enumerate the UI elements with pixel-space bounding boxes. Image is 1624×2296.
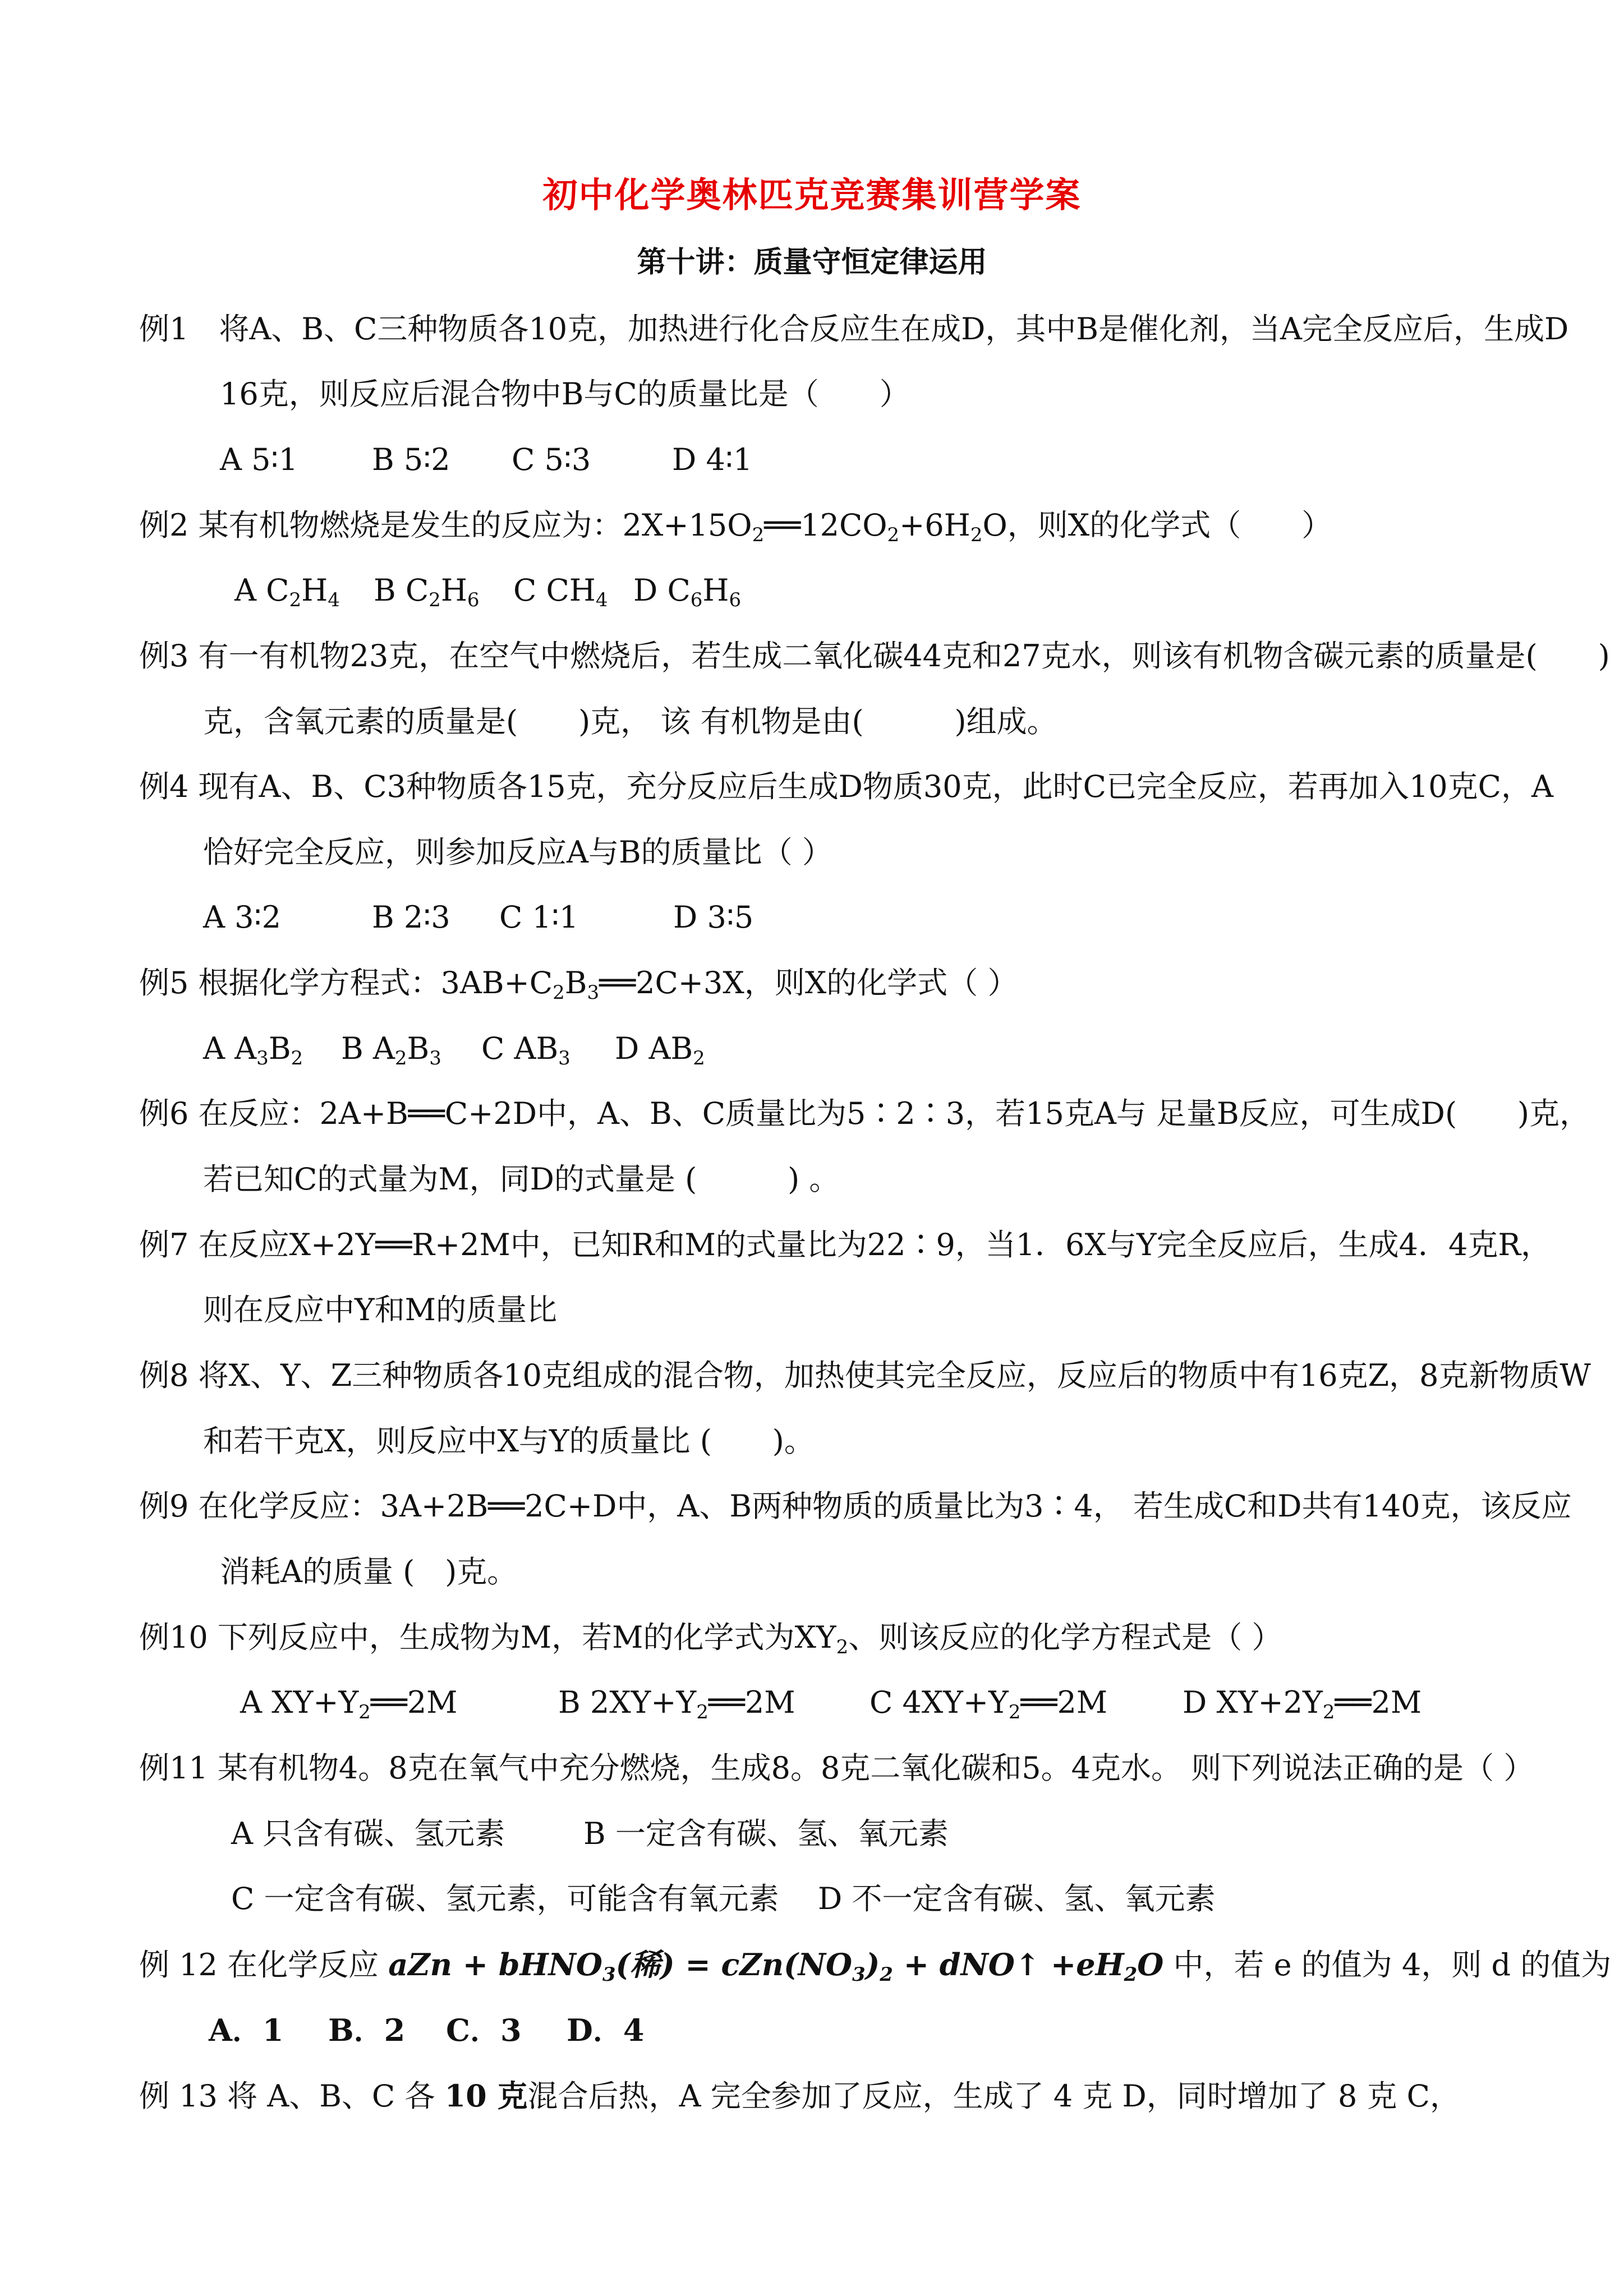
page-title: 初中化学奥林匹克竞赛集训营学案 — [542, 174, 1082, 215]
lecture-subtitle: 第十讲：质量守恒定律运用 — [637, 245, 987, 279]
q12-option-b: B．2 — [328, 2012, 406, 2048]
q2-option-c: C $CH_4$ — [513, 573, 608, 611]
q4-option-a: A 3∶2 — [203, 900, 281, 935]
q2-post: O，则X的化学式（ ） — [982, 508, 1332, 543]
q1-option-b: B 5∶2 — [372, 442, 450, 477]
q3-line1: 例3 有一有机物23克，在空气中燃烧后，若生成二氧化碳44克和27克水，则该有机物含碳元素的质量是( ) — [139, 638, 1610, 674]
q4-line1: 例4 现有A、B、C3种物质各15克，充分反应后生成D物质30克，此时C已完全反应，若再加入10克C，A — [139, 769, 1553, 804]
q1-line1: 例1 将A、B、C三种物质各10克，加热进行化合反应生在成D，其中B是催化剂，当A完全反应后，生成D — [139, 311, 1569, 347]
q2-line1 — [139, 503, 1332, 548]
q5-pre: 例5 根据化学方程式：3AB+C — [139, 965, 553, 1001]
q2-option-b: B $C_2H_6$ — [374, 573, 480, 611]
q5-option-b: B $A_2B_3$ — [341, 1031, 441, 1069]
q9-line1: 例9 在化学反应：3A+2B══2C+D中，A、B两种物质的质量比为3∶4， 若生成C和D共有140克，该反应 — [139, 1488, 1572, 1524]
q12-post: 中，若 e 的值为 4，则 d 的值为 — [1163, 1947, 1612, 1983]
q10-pre: 例10 下列反应中，生成物为M，若M的化学式为XY — [139, 1620, 836, 1655]
q10-post: 、则该反应的化学方程式是（ ） — [848, 1620, 1282, 1655]
q1-option-d: D 4∶1 — [672, 442, 753, 477]
q13-line1: 例 13 将 A、B、C 各 10 克混合后热，A 完全参加了反应，生成了 4 克 D，同时增加了 8 克 C， — [139, 2078, 1460, 2114]
q2-sub-h2: 2 — [970, 524, 983, 546]
q6-line2: 若已知C的式量为M，同D的式量是 ( ) 。 — [203, 1161, 840, 1197]
q10-option-b: B $2XY+Y_2══2M$ — [558, 1685, 795, 1723]
q7-line2: 则在反应中Y和M的质量比 — [203, 1292, 557, 1327]
q11-option-d: D 不一定含有碳、氢、氧元素 — [818, 1881, 1216, 1916]
q3-line2: 克，含氧元素的质量是( )克， 该 有机物是由( )组成。 — [203, 704, 1057, 739]
q5-option-a: A $A_3B_2$ — [203, 1031, 303, 1069]
q1-line2: 16克，则反应后混合物中B与C的质量比是（ ） — [220, 376, 910, 412]
q5-option-c: C $AB_3$ — [481, 1031, 571, 1069]
q2-option-d: D $C_6H_6$ — [633, 573, 742, 611]
q12-line1 — [139, 1942, 1611, 1987]
q8-line2: 和若干克X，则反应中X与Y的质量比 ( )。 — [203, 1423, 815, 1459]
q2-pre: 例2 某有机物燃烧是发生的反应为：2X+15O — [139, 508, 752, 543]
q10-option-a: A $XY+Y_2══2M$ — [240, 1685, 458, 1723]
q2-option-a: A $C_2H_4$ — [234, 573, 340, 611]
q12-option-c: C．3 — [446, 2012, 522, 2048]
q2-sub-o2: 2 — [752, 524, 765, 546]
q11-option-c: C 一定含有碳、氢元素，可能含有氧元素 — [231, 1881, 779, 1916]
q4-option-d: D 3∶5 — [673, 900, 754, 935]
q10-option-c: C $4XY+Y_2══2M$ — [869, 1685, 1108, 1723]
q12-option-d: D．4 — [567, 2012, 645, 2048]
q8-line1: 例8 将X、Y、Z三种物质各10克组成的混合物，加热使其完全反应，反应后的物质中有16克Z，8克新物质W — [139, 1358, 1591, 1393]
q10-line1: 例10 下列反应中，生成物为M，若M的化学式为$XY_2$、则该反应的化学方程式是（ ） — [139, 1620, 1282, 1658]
q7-line1: 例7 在反应X+2Y══R+2M中，已知R和M的式量比为22∶9，当1．6X与Y完全反应后，生成4．4克R， — [139, 1227, 1551, 1262]
q2-sub-co2: 2 — [887, 524, 900, 546]
q1-option-c: C 5∶3 — [512, 442, 591, 477]
q12-option-a: A．1 — [209, 2012, 284, 2048]
q11-option-b: B 一定含有碳、氢、氧元素 — [583, 1816, 949, 1851]
q1-option-a: A 5∶1 — [220, 442, 298, 477]
q5-post: ══2C+3X，则X的化学式（ ） — [599, 965, 1018, 1001]
q10-option-d: D $XY+2Y_2══2M$ — [1183, 1685, 1422, 1723]
q12-pre: 例 12 在化学反应 — [139, 1947, 389, 1983]
q6-line1: 例6 在反应：2A+B══C+2D中，A、B、C质量比为5∶2∶3，若15克A与 足量B反应，可生成D( )克， — [139, 1096, 1590, 1131]
q4-line2: 恰好完全反应，则参加反应A与B的质量比（ ） — [203, 835, 832, 870]
q9-line2: 消耗A的质量 ( )克。 — [220, 1554, 518, 1589]
q5-line1: 例5 根据化学方程式：$3AB+C_2B_3══2C+3X$，则X的化学式（ ） — [139, 965, 1018, 1004]
q4-option-b: B 2∶3 — [372, 900, 450, 935]
q5-option-d: D $AB_2$ — [615, 1031, 705, 1069]
q11-option-a: A 只含有碳、氢元素 — [231, 1816, 505, 1851]
q2-mid2: +6H — [899, 508, 970, 543]
q12-equation: aZn + bHNO$_3$(稀) = $cZn(NO_3)_2$ + dNO↑ $+eH_2O$ — [388, 1947, 1164, 1986]
q4-option-c: C 1∶1 — [499, 900, 579, 935]
q2-mid1: ══12CO — [764, 508, 887, 543]
q11-line1: 例11 某有机物4。8克在氧气中充分燃烧，生成8。8克二氧化碳和5。4克水。 则下列说法正确的是（ ） — [139, 1750, 1534, 1786]
